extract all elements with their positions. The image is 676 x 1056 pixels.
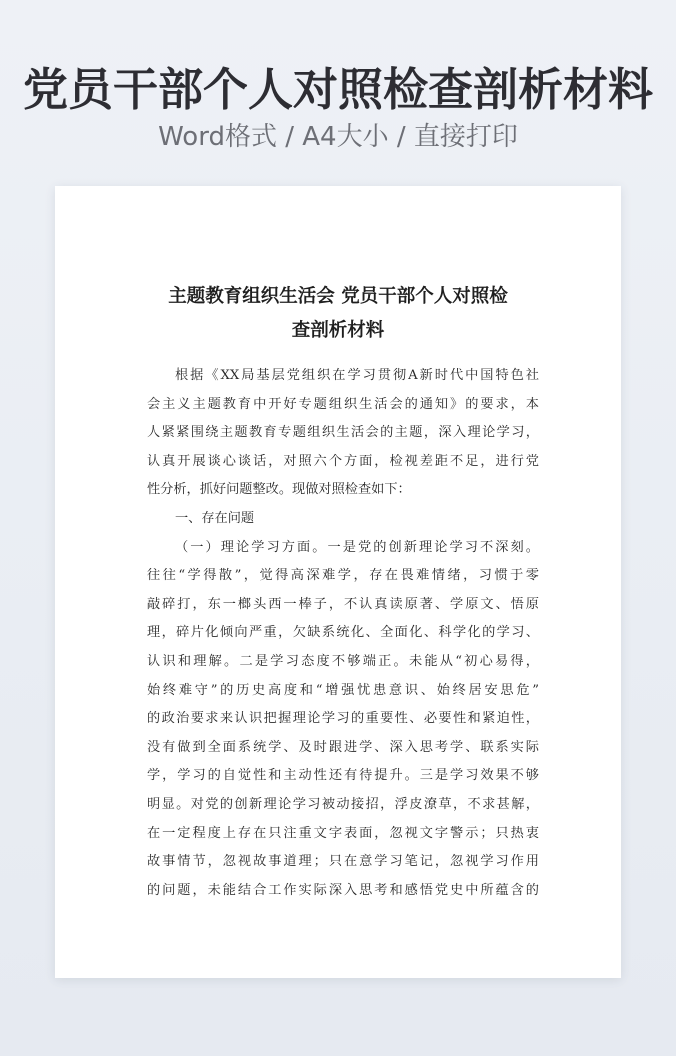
- document-body: [147, 362, 539, 905]
- body-line: 学，学习的自觉性和主动性还有待提升。三是学习效果不够: [147, 768, 539, 784]
- body-line: 性分析，抓好问题整改。现做对照检查如下：: [147, 482, 411, 498]
- body-line: 理，碎片化倾向严重，欠缺系统化、全面化、科学化的学习、: [147, 625, 539, 641]
- banner-title: 党员干部个人对照检查剖析材料: [22, 63, 653, 116]
- document-title: [55, 280, 621, 348]
- body-line: 没有做到全面系统学、及时跟进学、深入思考学、联系实际: [147, 739, 539, 755]
- body-line: 根据《XX局基层党组织在学习贯彻A新时代中国特色社: [175, 368, 539, 383]
- body-line: （一）理论学习方面。一是党的创新理论学习不深刻。: [175, 539, 539, 555]
- body-line: 在一定程度上存在只注重文字表面，忽视文字警示；只热衷: [147, 825, 539, 841]
- header-banner: [0, 0, 676, 180]
- body-line: 故事情节，忽视故事道理；只在意学习笔记，忽视学习作用: [147, 854, 539, 870]
- document-page: [55, 186, 621, 978]
- body-line: 的政治要求来认识把握理论学习的重要性、必要性和紧迫性，: [147, 711, 539, 727]
- body-line: 始终难守”的历史高度和“增强忧患意识、始终居安思危”: [147, 682, 539, 698]
- body-line: 会主义主题教育中开好专题组织生活会的通知》的要求，本: [147, 396, 539, 412]
- body-line: 的问题，未能结合工作实际深入思考和感悟党史中所蕴含的: [147, 882, 539, 898]
- body-line: 人紧紧围绕主题教育专题组织生活会的主题，深入理论学习，: [147, 425, 539, 441]
- body-line: 敲碎打，东一榔头西一棒子，不认真读原著、学原文、悟原: [147, 596, 539, 612]
- document-title-line: 查剖析材料: [291, 320, 385, 341]
- banner-subtitle: Word格式 / A4大小 / 直接打印: [158, 122, 518, 152]
- section-heading: 一、存在问题: [175, 510, 255, 526]
- body-line: 往往“学得散”，觉得高深难学，存在畏难情绪，习惯于零: [147, 568, 539, 584]
- body-line: 明显。对党的创新理论学习被动接招，浮皮潦草，不求甚解，: [147, 796, 539, 812]
- body-line: 认识和理解。二是学习态度不够端正。未能从“初心易得，: [147, 653, 539, 669]
- document-title-line: 主题教育组织生活会 党员干部个人对照检: [168, 286, 508, 307]
- body-line: 认真开展谈心谈话，对照六个方面，检视差距不足，进行党: [147, 453, 539, 469]
